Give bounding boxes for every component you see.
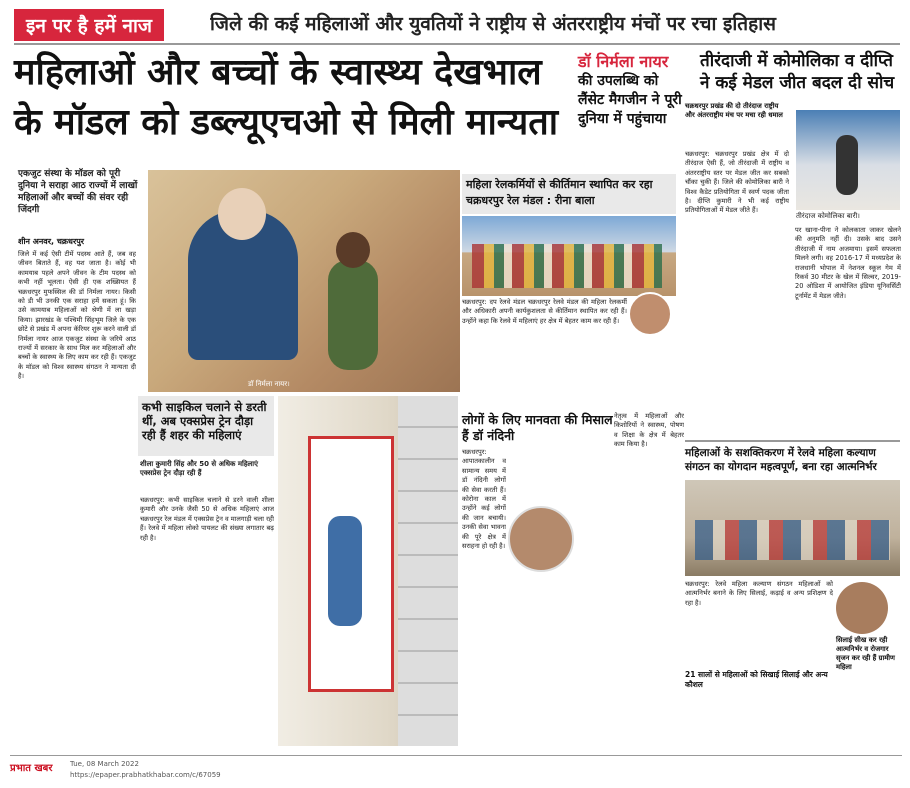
- lead-body: जिले में कई ऐसी टीमें पदस्थ आते हैं, जब वह जीवन बिताते हैं, वह यश जाता है। कोई भी कामयाब पहले अपने जीवन के टीम पदस्थ को कभी नहीं भूलता। ऐसी ही एक शख्सियत हैं चक्रधरपुर मुफस्सिल की डॉ निर्मला नायर। किसी को डी भी उनकी एक सराहा हमें सकता हूं। कि उसे कामयाब महिलाओं को श्रेणी में ला खड़ा किया। झारखंड के पश्चिमी सिंहभूम जिले के एक छोटे से प्रखंड में अपना कॅरियर शुरू करने वाली डॉ निर्मला नायर आज एकजुट संस्था के जरिये आठ राज्यों में सरकार के साथ मिल कर महिलाओं और बच्चों के स्वास्थ्य के लिए काम कर रही हैं। एकजुट के मॉडल को विश्व स्वास्थ्य संगठन ने मान्यता दी है।: [18, 250, 136, 381]
- railway-headline-box: [462, 174, 676, 214]
- nandini-body-2: नेतृत्व में महिलाओं और किशोरियों ने स्वास्थ्य, पोषण व शिक्षा के क्षेत्र में बेहतर काम किया है।: [614, 412, 684, 449]
- woman-head: [218, 188, 266, 240]
- group-figures: [472, 244, 662, 288]
- cycle-bullet: शीला कुमारी सिंह और 50 से अधिक महिलाएं एक्सप्रेस ट्रेन दौड़ा रही हैं: [140, 460, 258, 477]
- lead-headline-line-1: महिलाओं और बच्चों के स्वास्थ्य देखभाल: [14, 52, 542, 93]
- railway-body: चक्रधरपुर: दप रेलवे मंडल चक्रधरपुर रेलवे मंडल की महिला रेलकर्मी और अधिकारी अपनी कार्यकुशलता से कीर्तिमान स्थापित कर रही हैं। उन्होंने कहा कि रेलवे में महिलाएं हर क्षेत्र में बेहतर काम कर रही हैं।: [462, 298, 627, 325]
- child-figure: [328, 260, 378, 370]
- nirmala-name: डॉ निर्मला नायर: [578, 52, 669, 71]
- archer-figure: [836, 135, 858, 195]
- sewing-class-photo: [685, 480, 900, 576]
- rina-bala-portrait: [628, 292, 672, 336]
- nandini-portrait: [508, 506, 574, 572]
- nandini-headline: लोगों के लिए मानवता की मिसाल हैं डॉ नंदिनी: [462, 412, 613, 443]
- pilot-figure: [328, 516, 362, 626]
- cycle-headline-box: [138, 396, 274, 456]
- archery-headline: तीरंदाजी में कोमोलिका व दीप्ति ने कई मेडल जीत बदल दी सोच: [700, 51, 895, 93]
- lead-bullet: एकजुट संस्था के मॉडल को पूरी दुनिया ने सराहा आठ राज्यों में लाखों महिलाओं और बच्चों की संवर रही जिंदगी: [18, 169, 138, 215]
- lead-byline: शीन अनवर, चक्रधरपुर: [18, 237, 85, 246]
- child-head: [336, 232, 370, 268]
- nandini-body: चक्रधरपुर: आपातकालीन व सामान्य समय में डॉ नंदिनी लोगों की सेवा करती हैं। कोरोना काल में उन्होंने कई लोगों की जान बचायी। उनकी सेवा भावना की पूरे क्षेत्र में सराहना हो रही है।: [462, 448, 506, 551]
- kalyan-divider: [685, 440, 900, 442]
- nirmala-achievement: की उपलब्धि को लैंसेट मैगजीन ने पूरी दुनिया में पहुंचाया: [578, 73, 682, 127]
- kalyan-bold-line: 21 सालों से महिलाओं को सिखाई सिलाई और अन्य कौशल: [685, 670, 828, 689]
- kalyan-body: चक्रधरपुर: रेलवे महिला कल्याण संगठन महिलाओं को आत्मनिर्भर बनाने के लिए सिलाई, कढ़ाई व अन्य प्रशिक्षण दे रहा है।: [685, 580, 833, 607]
- cycle-body: चक्रधरपुर: कभी साइकिल चलाने से डरने वाली शीला कुमारी और उनके जैसी 50 से अधिक महिलाएं आज चक्रधरपुर रेल मंडल में एक्सप्रेस ट्रेन व मालगाड़ी चला रही हैं। रेलवे में महिला लोको पायलट की संख्या लगातार बढ़ रही है।: [140, 496, 274, 542]
- kalyan-quote: सिलाई सीख कर रही आत्मनिर्भर व रोजगार सृजन कर रही हैं ग्रामीण महिला: [836, 636, 895, 671]
- footer-url[interactable]: https://epaper.prabhatkhabar.com/c/67059: [70, 771, 221, 779]
- kalyan-headline: महिलाओं के सशक्तिकरण में रेलवे महिला कल्याण संगठन का योगदान महत्वपूर्ण, बना रहा आत्मनिर्भर: [685, 447, 877, 473]
- archery-bullet: चक्रधरपुर प्रखंड की दो तीरंदाज राष्ट्रीय और अंतरराष्ट्रीय मंच पर मचा रही धमाल: [685, 102, 783, 119]
- header-divider: [14, 43, 900, 45]
- footer-divider: [10, 755, 902, 756]
- railway-headline: महिला रेलकर्मियों से कीर्तिमान स्थापित कर रहा चक्रधरपुर रेल मंडल : रीना बाला: [466, 178, 653, 207]
- kalyan-portrait: [836, 582, 888, 634]
- loco-pilot-photo: [278, 396, 458, 746]
- komolika-caption: तीरंदाज कोमोलिका बारी।: [796, 212, 860, 220]
- nirmala-subhead: [578, 50, 688, 129]
- footer-brand: प्रभात खबर: [10, 763, 53, 774]
- sewing-women: [695, 520, 890, 560]
- cycle-headline: कभी साइकिल चलाने से डरती थीं, अब एक्सप्रेस ट्रेन दौड़ा रही हैं शहर की महिलाएं: [142, 400, 267, 442]
- archery-body-2: पर खाना-पीना ने कोलकाता जाकर खेलने की अनुमति नहीं दी। उसके बाद उसने तीरंदाजी में नाम अजमाया। इसमें सफलता मिलने लगी। वह 2016-17 में मध्यप्रदेश के राजधानी भोपाल में नेशनल स्कूल गेम में रिकर्व 30 मीटर के खेल में सिल्वर, 2019-20 ओडिशा में आयोजित इंडिया यूनिवर्सिटी टूर्नामेंट में मेडल जीते।: [795, 226, 901, 300]
- lead-headline-line-2: के मॉडल को डब्ल्यूएचओ से मिली मान्यता: [14, 102, 559, 143]
- railway-group-photo: [462, 216, 676, 296]
- top-headline: जिले की कई महिलाओं और युवतियों ने राष्ट्रीय से अंतरराष्ट्रीय मंचों पर रचा इतिहास: [210, 13, 776, 35]
- nirmala-photo-caption: डॉ निर्मला नायर।: [248, 380, 290, 388]
- komolika-photo: [796, 110, 900, 210]
- footer-date: Tue, 08 March 2022: [70, 760, 139, 768]
- archery-body: चक्रधरपुर: चक्रधरपुर प्रखंड क्षेत्र में दो तीरंदाज ऐसी हैं, जो तीरंदाजी में राष्ट्रीय व अंतरराष्ट्रीय स्तर पर मेडल जीत कर सबको चौंका चुकी हैं। जिले की कोमोलिका बारी ने विश्व कैडेट प्रतियोगिता में स्वर्ण पदक जीता है। दीप्ति कुमारी ने भी कई राष्ट्रीय प्रतियोगिताओं में मेडल जीते हैं।: [685, 150, 789, 215]
- nirmala-photo: [148, 170, 460, 392]
- train-side: [398, 396, 458, 746]
- section-tag: इन पर है हमें नाज: [14, 9, 164, 41]
